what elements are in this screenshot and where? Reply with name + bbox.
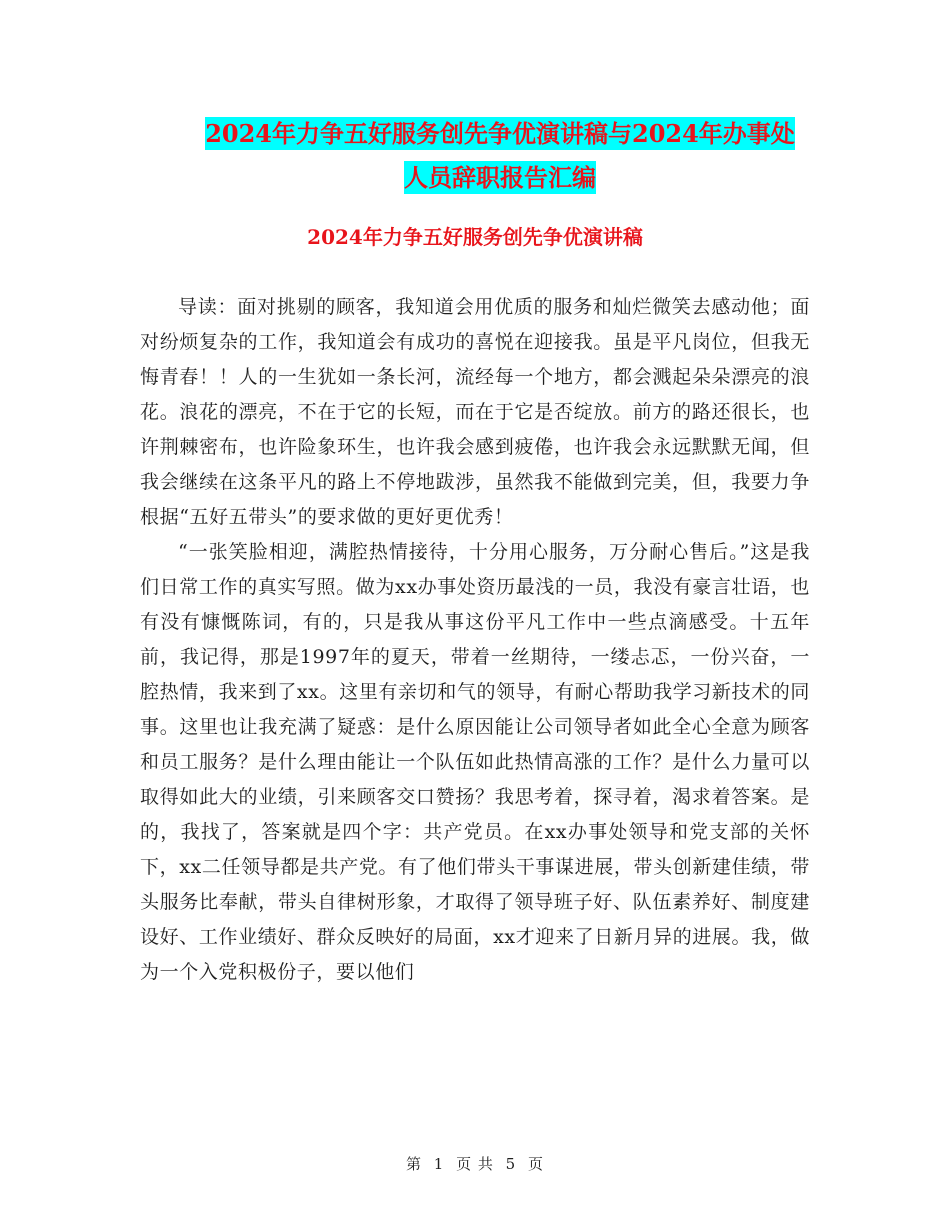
section-title: 2024年力争五好服务创先争优演讲稿	[307, 225, 643, 249]
footer-page-number: 1	[433, 1155, 445, 1173]
title-line-1: 2024年力争五好服务创先争优演讲稿与2024年办事处	[205, 119, 795, 148]
document-body	[140, 290, 810, 990]
title-line-2: 人员辞职报告汇编	[404, 163, 596, 192]
page-footer	[0, 1153, 950, 1174]
footer-mid: 页 共	[456, 1155, 494, 1173]
paragraph-main: “一张笑脸相迎，满腔热情接待，十分用心服务，万分耐心售后。”这是我们日常工作的真实写照。做为xx办事处资历最浅的一员，我没有豪言壮语，也有没有慷慨陈词，有的，只是我从事这份平凡工作中一些点滴感受。十五年前，我记得，那是1997年的夏天，带着一丝期待，一缕忐忑，一份兴奋，一腔热情，我来到了xx。这里有亲切和气的领导，有耐心帮助我学习新技术的同事。这里也让我充满了疑惑：是什么原因能让公司领导者如此全心全意为顾客和员工服务？是什么理由能让一个队伍如此热情高涨的工作？是什么力量可以取得如此大的业绩，引来顾客交口赞扬？我思考着，探寻着，渴求着答案。是的，我找了，答案就是四个字：共产党员。在xx办事处领导和党支部的关怀下，xx二任领导都是共产党。有了他们带头干事谋进展，带头创新建佳绩，带头服务比奉献，带头自律树形象，才取得了领导班子好、队伍素养好、制度建设好、工作业绩好、群众反映好的局面，xx才迎来了日新月异的进展。我，做为一个入党积极份子，要以他们	[140, 541, 810, 983]
footer-suffix: 页	[528, 1155, 545, 1173]
footer-prefix: 第	[405, 1155, 422, 1173]
footer-total-pages: 5	[505, 1155, 517, 1173]
paragraph-intro: 导读：面对挑剔的顾客，我知道会用优质的服务和灿烂微笑去感动他；面对纷烦复杂的工作，我知道会有成功的喜悦在迎接我。虽是平凡岗位，但我无悔青春！！人的一生犹如一条长河，流经每一个地方，都会溅起朵朵漂亮的浪花。浪花的漂亮，不在于它的长短，而在于它是否绽放。前方的路还很长，也许荆棘密布，也许险象环生，也许我会感到疲倦，也许我会永远默默无闻，但我会继续在这条平凡的路上不停地跋涉，虽然我不能做到完美，但，我要力争根据“五好五带头”的要求做的更好更优秀！	[140, 296, 810, 528]
document-title	[150, 112, 850, 200]
